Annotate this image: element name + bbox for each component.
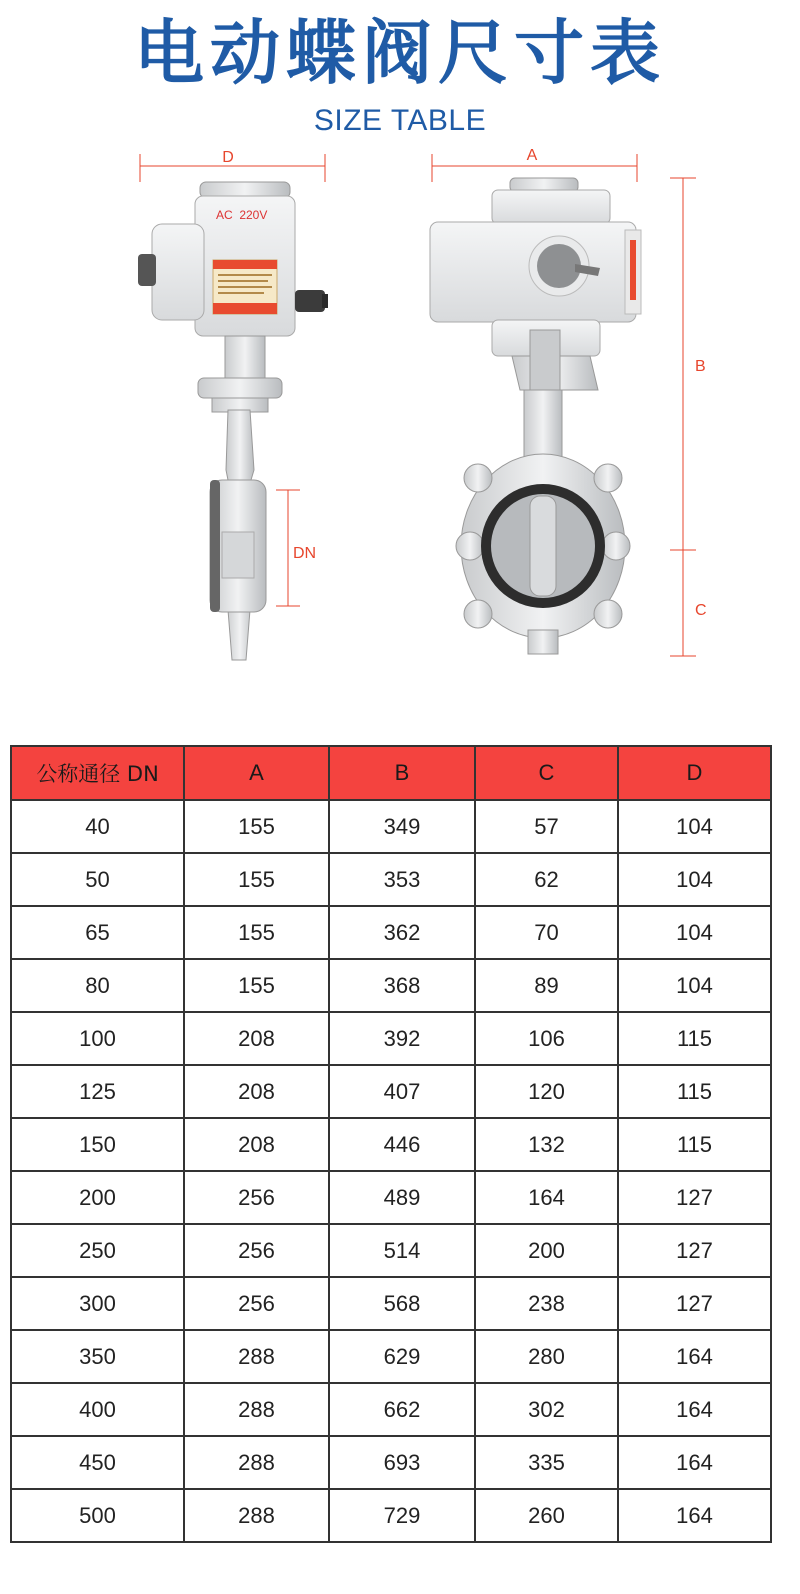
valve-dimension-figure [0, 140, 800, 680]
cell-dn: 200 [11, 1171, 184, 1224]
cell-dn: 500 [11, 1489, 184, 1542]
cell-a: 288 [184, 1489, 329, 1542]
cell-b: 446 [329, 1118, 475, 1171]
cell-a: 288 [184, 1436, 329, 1489]
cell-a: 208 [184, 1118, 329, 1171]
cell-a: 155 [184, 800, 329, 853]
cell-dn: 80 [11, 959, 184, 1012]
table-row [11, 1012, 771, 1065]
cell-b: 693 [329, 1436, 475, 1489]
cell-d: 164 [618, 1383, 771, 1436]
cell-dn: 150 [11, 1118, 184, 1171]
column-header-d: D [618, 746, 771, 800]
cell-c: 200 [475, 1224, 618, 1277]
cell-d: 104 [618, 800, 771, 853]
cell-d: 104 [618, 906, 771, 959]
column-header-b: B [329, 746, 475, 800]
valve-side-view [138, 182, 328, 660]
cell-a: 208 [184, 1012, 329, 1065]
header-row [11, 746, 771, 800]
cell-a: 256 [184, 1171, 329, 1224]
cell-c: 70 [475, 906, 618, 959]
cell-d: 127 [618, 1277, 771, 1330]
cell-b: 729 [329, 1489, 475, 1542]
cell-d: 104 [618, 959, 771, 1012]
cell-a: 288 [184, 1383, 329, 1436]
cell-dn: 100 [11, 1012, 184, 1065]
table-row [11, 1224, 771, 1277]
cell-c: 120 [475, 1065, 618, 1118]
page-subtitle: SIZE TABLE [313, 104, 487, 137]
table-row [11, 1436, 771, 1489]
cell-d: 164 [618, 1436, 771, 1489]
cell-c: 62 [475, 853, 618, 906]
cell-d: 164 [618, 1489, 771, 1542]
table-row [11, 853, 771, 906]
table-row [11, 1489, 771, 1542]
cell-d: 115 [618, 1065, 771, 1118]
page-title: 电动蝶阀尺寸表 [134, 12, 666, 94]
cell-a: 208 [184, 1065, 329, 1118]
cell-dn: 300 [11, 1277, 184, 1330]
svg-text:AC 220V: AC 220V [216, 208, 268, 222]
cell-c: 335 [475, 1436, 618, 1489]
size-table [10, 745, 772, 1543]
table-row [11, 1383, 771, 1436]
cell-dn: 50 [11, 853, 184, 906]
cell-c: 164 [475, 1171, 618, 1224]
table-row [11, 1330, 771, 1383]
cell-c: 302 [475, 1383, 618, 1436]
cell-d: 115 [618, 1012, 771, 1065]
cell-dn: 40 [11, 800, 184, 853]
table-row [11, 959, 771, 1012]
cell-dn: 350 [11, 1330, 184, 1383]
table-row [11, 1277, 771, 1330]
dimension-dn-label: DN [293, 545, 317, 562]
cell-c: 260 [475, 1489, 618, 1542]
column-header-a: A [184, 746, 329, 800]
cell-a: 155 [184, 959, 329, 1012]
cell-d: 164 [618, 1330, 771, 1383]
cell-c: 280 [475, 1330, 618, 1383]
cell-b: 353 [329, 853, 475, 906]
dimension-a-label: A [526, 147, 538, 164]
cell-a: 256 [184, 1277, 329, 1330]
table-row [11, 800, 771, 853]
cell-d: 127 [618, 1224, 771, 1277]
cell-dn: 125 [11, 1065, 184, 1118]
cell-dn: 450 [11, 1436, 184, 1489]
cell-b: 568 [329, 1277, 475, 1330]
valve-drawing [0, 140, 800, 680]
cell-c: 89 [475, 959, 618, 1012]
cell-b: 662 [329, 1383, 475, 1436]
dimension-b-label: B [695, 358, 706, 375]
cell-c: 106 [475, 1012, 618, 1065]
cell-a: 155 [184, 853, 329, 906]
cell-d: 104 [618, 853, 771, 906]
dimension-d-label: D [222, 149, 234, 166]
table-row [11, 1171, 771, 1224]
cell-d: 115 [618, 1118, 771, 1171]
cell-a: 288 [184, 1330, 329, 1383]
cell-b: 489 [329, 1171, 475, 1224]
cell-b: 392 [329, 1012, 475, 1065]
cell-dn: 400 [11, 1383, 184, 1436]
cell-b: 349 [329, 800, 475, 853]
dimension-c-label: C [695, 602, 707, 619]
cell-c: 238 [475, 1277, 618, 1330]
table-row [11, 1118, 771, 1171]
cell-b: 407 [329, 1065, 475, 1118]
dimension-b-c [670, 178, 696, 656]
cell-d: 127 [618, 1171, 771, 1224]
cell-b: 362 [329, 906, 475, 959]
size-table-body [11, 800, 771, 1542]
cell-c: 132 [475, 1118, 618, 1171]
cell-dn: 65 [11, 906, 184, 959]
size-table-header [11, 746, 771, 800]
valve-front-view [430, 178, 641, 654]
table-row [11, 906, 771, 959]
table-row [11, 1065, 771, 1118]
cell-c: 57 [475, 800, 618, 853]
cell-b: 368 [329, 959, 475, 1012]
column-header-dn: 公称通径 DN [11, 746, 184, 800]
cell-a: 256 [184, 1224, 329, 1277]
cell-b: 629 [329, 1330, 475, 1383]
cell-b: 514 [329, 1224, 475, 1277]
cell-a: 155 [184, 906, 329, 959]
column-header-c: C [475, 746, 618, 800]
cell-dn: 250 [11, 1224, 184, 1277]
